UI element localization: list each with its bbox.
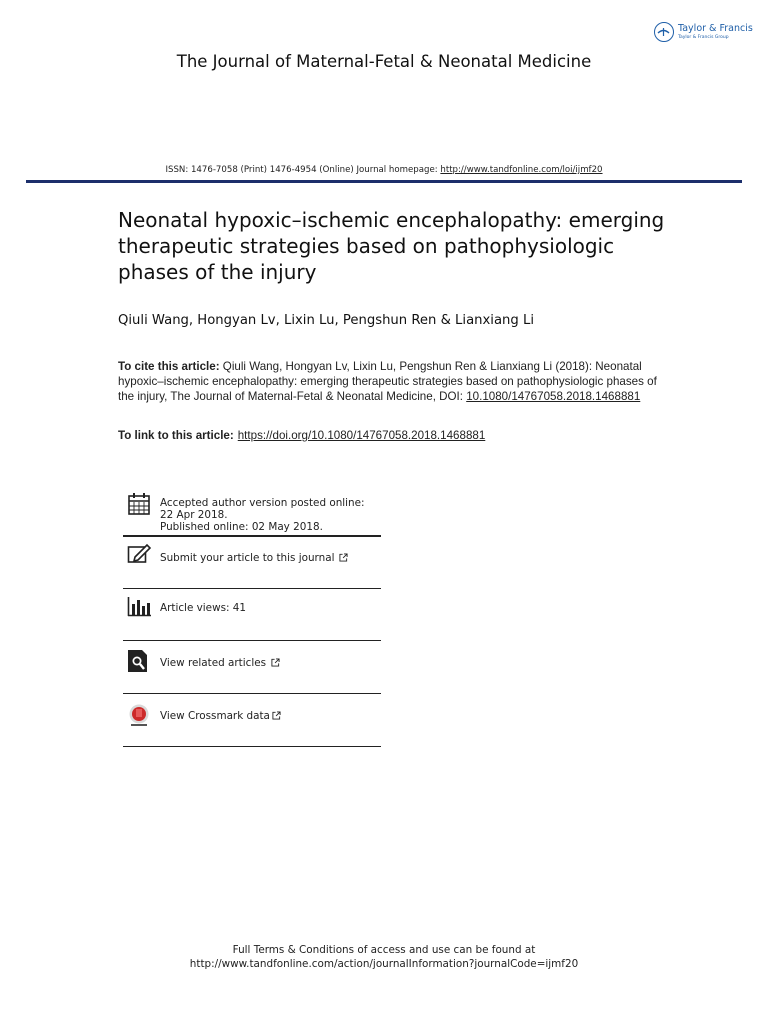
crossmark-link[interactable] <box>160 710 281 722</box>
calendar-icon <box>127 492 151 516</box>
header-rule <box>26 180 742 183</box>
info-divider <box>123 588 381 589</box>
related-articles-label: View related articles <box>160 657 267 669</box>
edit-icon <box>127 543 151 567</box>
crossmark-label: View Crossmark data <box>160 710 270 722</box>
citation-label: To cite this article: <box>118 360 220 373</box>
submit-article-link[interactable] <box>160 552 348 564</box>
info-divider <box>123 693 381 694</box>
issn-text: ISSN: 1476-7058 (Print) 1476-4954 (Online) Journal homepage: <box>165 165 438 175</box>
citation-block <box>118 359 658 404</box>
external-link-icon <box>271 658 280 667</box>
crossmark-icon <box>127 703 151 727</box>
publication-dates <box>160 497 378 533</box>
article-link-line <box>118 429 485 442</box>
info-divider <box>123 535 381 537</box>
link-label: To link to this article: <box>118 429 234 442</box>
article-authors: Qiuli Wang, Hongyan Lv, Lixin Lu, Pengshun Ren & Lianxiang Li <box>118 313 534 328</box>
terms-link[interactable]: http://www.tandfonline.com/action/journalInformation?journalCode=ijmf20 <box>189 958 579 970</box>
info-divider <box>123 746 381 747</box>
submit-article-label: Submit your article to this journal <box>160 552 335 564</box>
issn-line <box>0 165 768 175</box>
journal-homepage-link[interactable]: http://www.tandfonline.com/loi/ijmf20 <box>440 165 603 175</box>
journal-title: The Journal of Maternal-Fetal & Neonatal Medicine <box>176 52 592 71</box>
external-link-icon <box>272 711 281 720</box>
publisher-logo-icon <box>654 22 674 42</box>
terms-text: Full Terms & Conditions of access and use can be found at <box>232 944 536 956</box>
article-views: Article views: 41 <box>160 602 247 614</box>
terms-footer <box>0 943 768 971</box>
citation-doi-link[interactable]: 10.1080/14767058.2018.1468881 <box>466 390 641 403</box>
article-doi-link[interactable]: https://doi.org/10.1080/14767058.2018.1468881 <box>237 429 486 442</box>
related-articles-link[interactable] <box>160 657 280 669</box>
search-document-icon <box>127 649 151 673</box>
publisher-brand: Taylor & Francis <box>678 23 753 34</box>
accepted-date: Accepted author version posted online: 22 Apr 2018. <box>160 497 365 521</box>
info-divider <box>123 640 381 641</box>
article-title: Neonatal hypoxic–ischemic encephalopathy: emerging therapeutic strategies based on pathophysiologic phases of the injury <box>118 208 665 284</box>
external-link-icon <box>339 553 348 562</box>
citation-text: Qiuli Wang, Hongyan Lv, Lixin Lu, Pengshun Ren & Lianxiang Li (2018): Neonatal hypoxic–ischemic encephalopathy: emerging therapeutic strategies based on pathophysiologic phases of the injury, The Journal of Maternal-Fetal & Neonatal Medicine, DOI: <box>118 360 657 403</box>
publisher-logo <box>654 22 754 48</box>
published-date: Published online: 02 May 2018. <box>160 521 323 533</box>
publisher-group: Taylor & Francis Group <box>678 35 729 40</box>
bar-chart-icon <box>127 596 151 620</box>
